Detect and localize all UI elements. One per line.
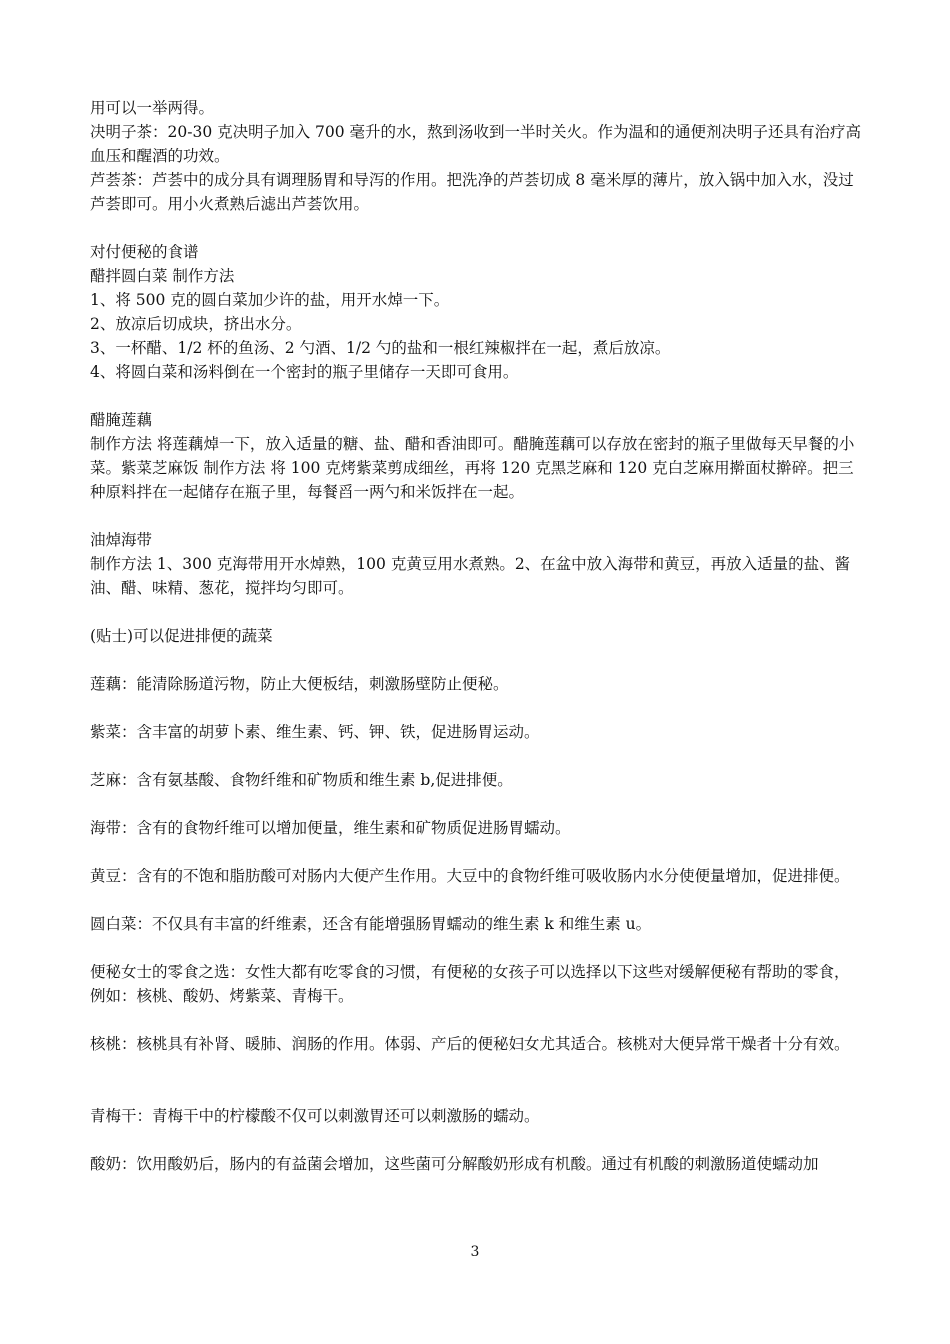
recipe-step: 2、放凉后切成块，挤出水分。	[90, 315, 302, 333]
spacer	[90, 648, 864, 672]
spacer	[90, 1056, 864, 1104]
spacer	[90, 840, 864, 864]
spacer	[90, 744, 864, 768]
snack-item-yogurt: 酸奶：饮用酸奶后，肠内的有益菌会增加，这些菌可分解酸奶形成有机酸。通过有机酸的刺激肠道使蠕动加	[90, 1155, 819, 1173]
section-heading-tips: (贴士)可以促进排便的蔬菜	[90, 627, 273, 645]
veg-item-laver: 紫菜：含丰富的胡萝卜素、维生素、钙、钾、铁，促进肠胃运动。	[90, 723, 540, 741]
recipe-title-lotus-root: 醋腌莲藕	[90, 411, 153, 429]
paragraph-aloe-tea: 芦荟茶：芦荟中的成分具有调理肠胃和导泻的作用。把洗净的芦荟切成 8 毫米厚的薄片，放入锅中加入水，没过芦荟即可。用小火煮熟后滤出芦荟饮用。	[90, 171, 854, 213]
snack-item-green-plum: 青梅干：青梅干中的柠檬酸不仅可以刺激胃还可以刺激肠的蠕动。	[90, 1107, 540, 1125]
veg-item-cabbage: 圆白菜：不仅具有丰富的纤维素，还含有能增强肠胃蠕动的维生素 k 和维生素 u。	[90, 915, 652, 933]
veg-item-lotus-root: 莲藕：能清除肠道污物，防止大便板结，刺激肠壁防止便秘。	[90, 675, 509, 693]
spacer	[90, 1128, 864, 1152]
recipe-step: 1、将 500 克的圆白菜加少许的盐，用开水焯一下。	[90, 291, 450, 309]
paragraph-snacks: 便秘女士的零食之选：女性大都有吃零食的习惯，有便秘的女孩子可以选择以下这些对缓解便秘有帮助的零食，例如：核桃、酸奶、烤紫菜、青梅干。	[90, 963, 850, 1005]
spacer	[90, 600, 864, 624]
recipe-title-cabbage: 醋拌圆白菜 制作方法	[90, 267, 235, 285]
veg-item-sesame: 芝麻：含有氨基酸、食物纤维和矿物质和维生素 b,促进排便。	[90, 771, 513, 789]
text-line: 用可以一举两得。	[90, 99, 215, 117]
section-heading-recipes: 对付便秘的食谱	[90, 243, 199, 261]
recipe-step: 4、将圆白菜和汤料倒在一个密封的瓶子里储存一天即可食用。	[90, 363, 519, 381]
veg-item-kelp: 海带：含有的食物纤维可以增加便量，维生素和矿物质促进肠胃蠕动。	[90, 819, 571, 837]
page-number: 3	[470, 1244, 480, 1260]
spacer	[90, 384, 864, 408]
spacer	[90, 792, 864, 816]
paragraph-juemingzi-tea: 决明子茶：20-30 克决明子加入 700 毫升的水，熬到汤收到一半时关火。作为温和的通便剂决明子还具有治疗高血压和醒酒的功效。	[90, 123, 862, 165]
recipe-step: 3、一杯醋、1/2 杯的鱼汤、2 勺酒、1/2 勺的盐和一根红辣椒拌在一起，煮后放凉。	[90, 339, 671, 357]
spacer	[90, 216, 864, 240]
spacer	[90, 936, 864, 960]
recipe-method-lotus-root: 制作方法 将莲藕焯一下，放入适量的糖、盐、醋和香油即可。醋腌莲藕可以存放在密封的瓶子里做每天早餐的小菜。紫菜芝麻饭 制作方法 将 100 克烤紫菜剪成细丝，再将 120 克黑芝麻和 120 克白芝麻用擀面杖擀碎。把三种原料拌在一起储存在瓶子里，每餐舀一两勺和米饭拌在一起。	[90, 435, 855, 501]
spacer	[90, 888, 864, 912]
spacer	[90, 696, 864, 720]
veg-item-soybean: 黄豆：含有的不饱和脂肪酸可对肠内大便产生作用。大豆中的食物纤维可吸收肠内水分使便量增加，促进排便。	[90, 867, 850, 885]
spacer	[90, 504, 864, 528]
spacer	[90, 1008, 864, 1032]
snack-item-walnut: 核桃：核桃具有补肾、暖肺、润肠的作用。体弱、产后的便秘妇女尤其适合。核桃对大便异常干燥者十分有效。	[90, 1035, 850, 1053]
recipe-method-kelp: 制作方法 1、300 克海带用开水焯熟，100 克黄豆用水煮熟。2、在盆中放入海带和黄豆，再放入适量的盐、酱油、醋、味精、葱花，搅拌均匀即可。	[90, 555, 851, 597]
recipe-title-kelp: 油焯海带	[90, 531, 153, 549]
